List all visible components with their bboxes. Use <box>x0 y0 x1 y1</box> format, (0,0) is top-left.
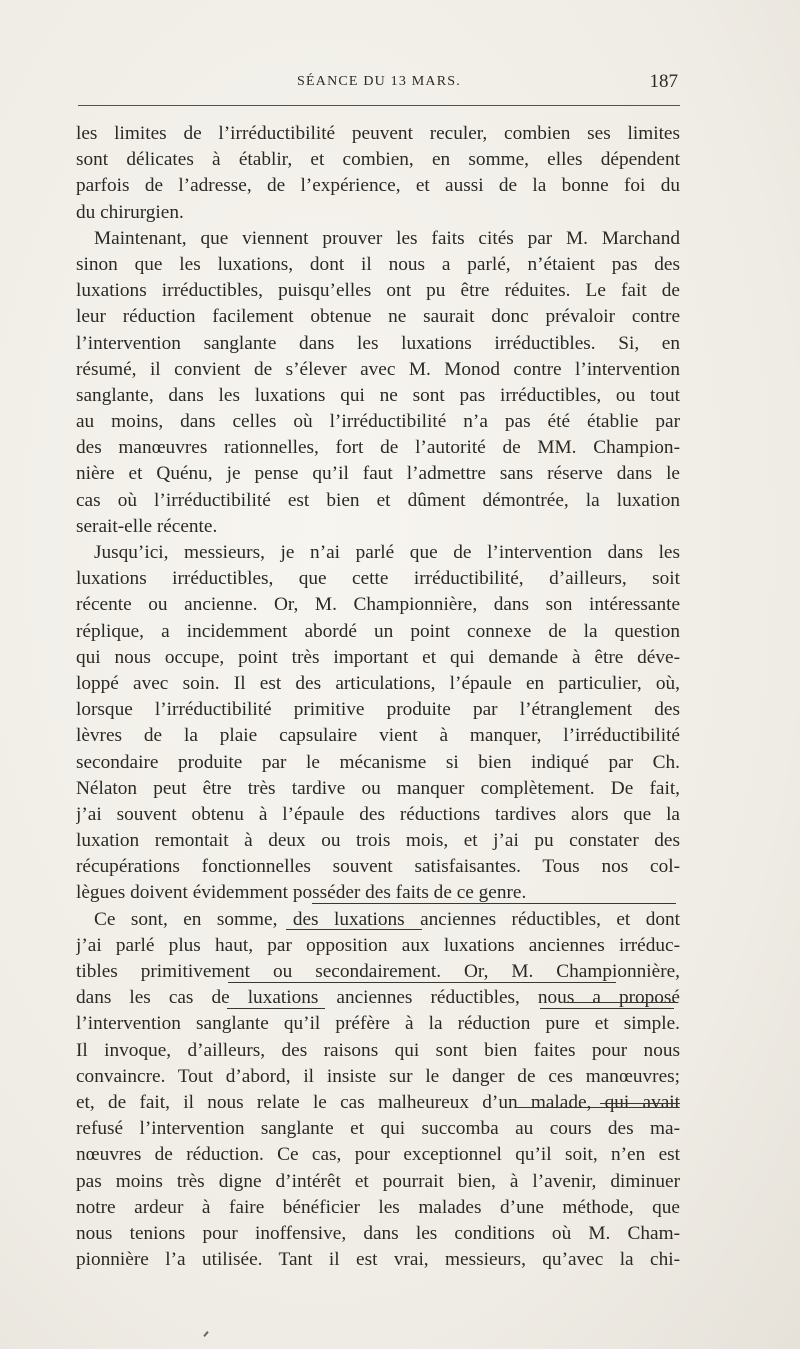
text-line: l’intervention sanglante dans les luxations irréductibles. Si, en <box>76 332 680 354</box>
pencil-underline <box>286 929 422 930</box>
pencil-underline <box>516 1107 678 1108</box>
pencil-underline <box>227 1008 325 1009</box>
text-line: Jusqu’ici, messieurs, je n’ai parlé que de l’intervention dans les <box>94 542 680 563</box>
text-line: loppé avec soin. Il est des articulations, l’épaule en particulier, où, <box>76 672 680 694</box>
body-text <box>76 121 680 1273</box>
text-line: Il invoque, d’ailleurs, des raisons qui sont bien faites pour nous <box>76 1039 680 1061</box>
text-line: sinon que les luxations, dont il nous a parlé, n’étaient pas des <box>76 253 680 275</box>
text-line: nous tenions pour inoffensive, dans les conditions où M. Cham- <box>76 1222 680 1244</box>
text-line: et, de fait, il nous relate le cas malheureux d’un malade, qui avait <box>76 1091 680 1113</box>
text-line: les limites de l’irréductibilité peuvent reculer, combien ses limites <box>76 123 680 144</box>
text-line: cas où l’irréductibilité est bien et dûment démontrée, la luxation <box>76 489 680 511</box>
text-line: nœuvres de réduction. Ce cas, pour exceptionnel qu’il soit, n’en est <box>76 1144 680 1166</box>
text-line: Ce sont, en somme, des luxations anciennes réductibles, et dont <box>94 908 680 930</box>
text-line: parfois de l’adresse, de l’expérience, et aussi de la bonne foi du <box>76 175 680 197</box>
text-line: Maintenant, que viennent prouver les faits cités par M. Marchand <box>94 227 680 249</box>
text-line: Nélaton peut être très tardive ou manquer complètement. De fait, <box>76 777 680 799</box>
pencil-underline <box>228 982 616 983</box>
text-line: luxations irréductibles, que cette irréductibilité, d’ailleurs, soit <box>76 568 680 590</box>
pencil-underline <box>600 1103 680 1104</box>
pencil-underline <box>540 1008 674 1009</box>
text-line: lègues doivent évidemment posséder des faits de ce genre. <box>76 882 527 904</box>
text-line: notre ardeur à faire bénéficier les malades d’une méthode, que <box>76 1196 680 1218</box>
header-rule <box>78 105 680 106</box>
text-line: sanglante, dans les luxations qui ne sont pas irréductibles, ou tout <box>76 384 680 406</box>
text-line: du chirurgien. <box>76 201 184 223</box>
text-line: serait-elle récente. <box>76 515 218 537</box>
running-head <box>78 71 680 98</box>
text-line: lorsque l’irréductibilité primitive produite par l’étranglement des <box>76 699 680 721</box>
text-line: pas moins très digne d’intérêt et pourrait bien, à l’avenir, diminuer <box>76 1170 680 1192</box>
pencil-underline <box>566 1002 678 1003</box>
text-line: secondaire produite par le mécanisme si bien indiqué par Ch. <box>76 751 680 773</box>
pencil-underline <box>312 903 676 904</box>
text-line: récente ou ancienne. Or, M. Championnière, dans son intéressante <box>76 594 680 616</box>
text-line: j’ai parlé plus haut, par opposition aux luxations anciennes irréduc- <box>76 934 680 956</box>
running-title: SÉANCE DU 13 MARS. <box>297 74 461 89</box>
text-line: sont délicates à établir, et combien, en somme, elles dépendent <box>76 149 680 171</box>
text-line: refusé l’intervention sanglante et qui succomba au cours des ma- <box>76 1118 680 1140</box>
text-line: résumé, il convient de s’élever avec M. Monod contre l’intervention <box>76 358 680 380</box>
text-line: leur réduction facilement obtenue ne saurait donc prévaloir contre <box>76 306 680 328</box>
stray-pencil-mark <box>203 1331 208 1337</box>
text-line: nière et Quénu, je pense qu’il faut l’admettre sans réserve dans le <box>76 463 680 485</box>
text-line: récupérations fonctionnelles souvent satisfaisantes. Tous nos col- <box>76 856 680 878</box>
text-line: dans les cas de luxations anciennes réductibles, nous a proposé <box>76 987 680 1009</box>
text-line: réplique, a incidemment abordé un point connexe de la question <box>76 620 680 642</box>
text-line: luxation remontait à deux ou trois mois, et j’ai pu constater des <box>76 830 680 852</box>
text-line: l’intervention sanglante qu’il préfère à la réduction pure et simple. <box>76 1013 680 1035</box>
text-line: des manœuvres rationnelles, fort de l’autorité de MM. Champion- <box>76 437 680 459</box>
text-line: luxations irréductibles, puisqu’elles ont pu être réduites. Le fait de <box>76 280 680 302</box>
text-line: lèvres de la plaie capsulaire vient à manquer, l’irréductibilité <box>76 725 680 747</box>
page-number: 187 <box>649 71 678 92</box>
text-line: pionnière l’a utilisée. Tant il est vrai, messieurs, qu’avec la chi- <box>76 1249 680 1271</box>
text-line: tibles primitivement ou secondairement. Or, M. Championnière, <box>76 961 680 982</box>
text-line: qui nous occupe, point très important et qui demande à être déve- <box>76 646 680 668</box>
text-line: au moins, dans celles où l’irréductibilité n’a pas été établie par <box>76 411 680 433</box>
text-line: convaincre. Tout d’abord, il insiste sur le danger de ces manœuvres; <box>76 1065 680 1087</box>
text-line: j’ai souvent obtenu à l’épaule des réductions tardives alors que la <box>76 803 680 825</box>
